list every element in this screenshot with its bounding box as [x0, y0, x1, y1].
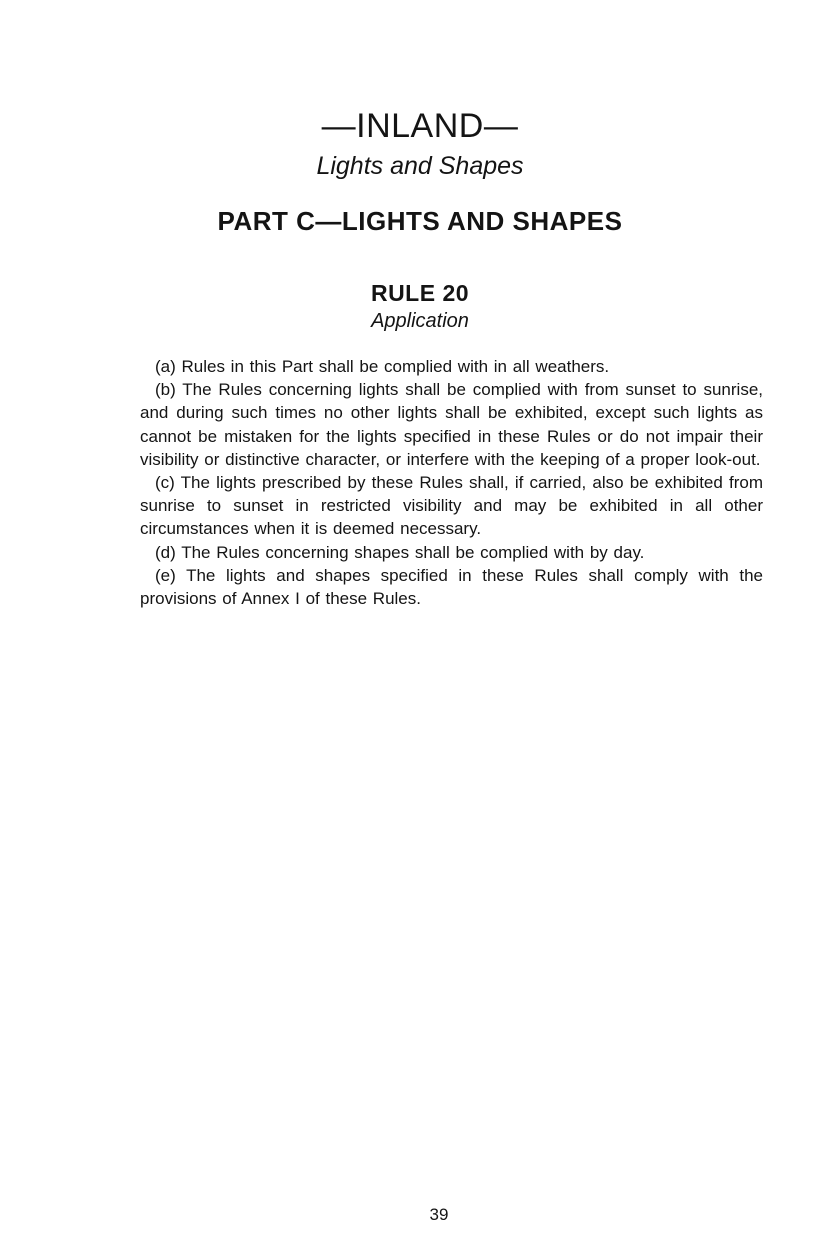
rule-paragraph-b: (b) The Rules concerning lights shall be complied with from sunset to sunrise, and during such times no other lights shall be exhibited, except such lights as cannot be mistaken for the lights specified in these Rules or do not impair their visibility or distinctive character, or interfere with the keeping of a proper look-out. [140, 380, 763, 469]
rule-number-heading: RULE 20 [370, 280, 470, 306]
document-header [0, 0, 840, 334]
page-number: 39 [429, 1205, 449, 1224]
rule-paragraph-a: (a) Rules in this Part shall be complied with in all weathers. [155, 357, 610, 376]
rule-paragraph-d: (d) The Rules concerning shapes shall be complied with by day. [155, 542, 645, 562]
doc-title: —INLAND— [321, 107, 519, 145]
rule-paragraph-e: (e) The lights and shapes specified in these Rules shall comply with the provisions of Annex I of these Rules. [140, 565, 763, 609]
doc-subtitle: Lights and Shapes [316, 152, 524, 180]
rule-paragraph-c: (c) The lights prescribed by these Rules shall, if carried, also be exhibited from sunrise to sunset in restricted visibility and may be exhibited in all other circumstances when it is deemed necessary. [140, 473, 763, 539]
rule-body [140, 355, 763, 610]
page-footer [0, 1204, 840, 1225]
rule-title: Application [371, 310, 469, 332]
part-heading: PART C—LIGHTS AND SHAPES [217, 206, 623, 236]
